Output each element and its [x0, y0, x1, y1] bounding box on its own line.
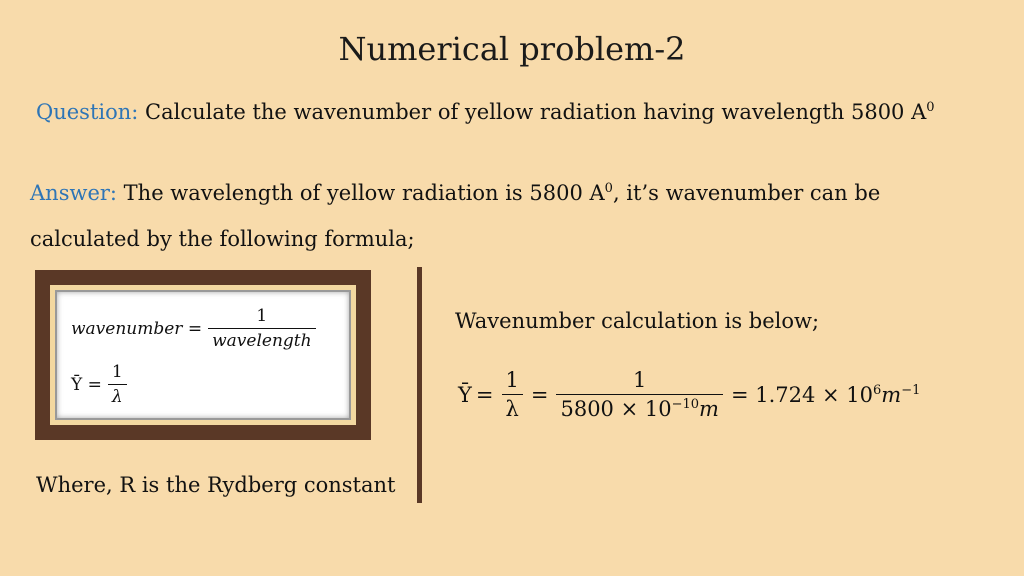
calc-fraction-2: [556, 368, 722, 421]
formula-fraction-1: [208, 306, 315, 351]
formula-fraction-2: [108, 362, 127, 407]
calc-equals-2: =: [530, 382, 549, 407]
calc-result: [731, 383, 920, 407]
slide-title: Numerical problem-2: [338, 30, 686, 68]
calc-den-1: λ: [502, 394, 523, 421]
question-text: Calculate the wavenumber of yellow radiation having wavelength 5800 A: [145, 100, 927, 124]
question-label: Question:: [36, 100, 139, 124]
calc-fraction-1: [501, 368, 522, 421]
calc-den-2-base: 5800 × 10: [560, 397, 672, 421]
vertical-divider: [417, 267, 422, 503]
calculation-equation: [458, 368, 924, 421]
question-line: [36, 100, 935, 124]
calc-den-2-unit: m: [699, 397, 719, 421]
formula-den-2: λ: [108, 384, 127, 407]
calc-num-2: 1: [633, 368, 647, 392]
formula-lhs-1: wavenumber =: [71, 318, 203, 339]
formula-wavenumber: [71, 306, 322, 351]
formula-image: [55, 290, 351, 420]
formula-frame: [35, 270, 371, 440]
formula-den-1: wavelength: [208, 328, 315, 351]
calc-result-unit-exp: −1: [901, 382, 921, 398]
calc-num-1: 1: [505, 368, 519, 392]
formula-num-2: 1: [111, 362, 123, 382]
calc-equals-1: =: [475, 382, 494, 407]
formula-frame-mat: [50, 285, 356, 425]
calc-result-unit: m: [881, 382, 902, 407]
answer-paragraph: [30, 170, 990, 262]
question-superscript: 0: [926, 100, 935, 115]
calc-den-2: [556, 394, 722, 421]
formula-num-1: 1: [256, 306, 268, 326]
answer-text-1: The wavelength of yellow radiation is 5800 A: [123, 181, 605, 205]
formula-symbol: [71, 362, 133, 407]
answer-superscript: 0: [604, 181, 613, 196]
formula-lhs-2: Ῡ =: [71, 374, 102, 395]
calc-result-exp: 6: [873, 382, 882, 398]
calc-result-base: = 1.724 × 10: [730, 382, 874, 407]
answer-label: Answer:: [30, 181, 117, 205]
answer-text-2: , it’s wavenumber can be calculated by the following formula;: [30, 181, 881, 251]
calc-symbol: Ῡ: [458, 382, 472, 407]
calc-den-2-exp: −10: [671, 397, 700, 412]
where-note: Where, R is the Rydberg constant: [36, 473, 396, 497]
calculation-heading: Wavenumber calculation is below;: [455, 309, 820, 333]
